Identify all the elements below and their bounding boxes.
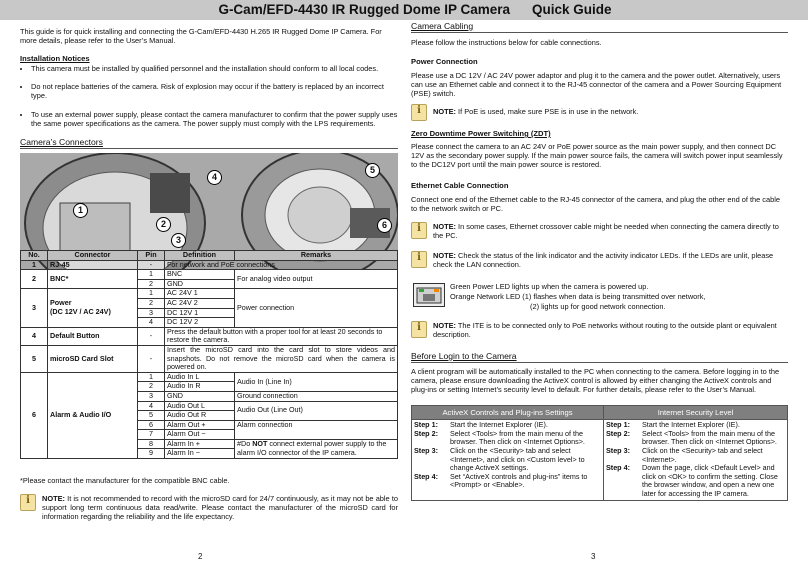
- table-row: [21, 289, 398, 299]
- row-pin: 4: [138, 318, 165, 328]
- note-body: The ITE is to be connected only to PoE networks without routing to the outside plant or equivalent description.: [433, 321, 777, 340]
- step-text: Start the Internet Explorer (IE).: [450, 420, 548, 430]
- step-text: Select <Tools> from the main menu of the browser. Then click on <Internet Options>.: [642, 428, 777, 447]
- note-body: If PoE is used, make sure PSE is in use in the network.: [456, 107, 639, 116]
- table-row: [412, 420, 788, 500]
- row-pin: 7: [138, 430, 165, 440]
- note-body: It is not recommended to record with the microSD card for 24/7 continuously, as it may not be able to support long term continuous data read/write. Please contact the manufacturer of the microSD card for information regarding the reliability and the life expectancy.: [42, 494, 398, 522]
- power-text: Please use a DC 12V / AC 24V power adaptor and plug it to the camera and the power outlet. Alternatively, users can use an Ethernet cable and connect it to the RJ-45 connector of the camera and a Power Sourcing Equipment (PSE) switch.: [411, 71, 782, 99]
- row-pin: -: [138, 345, 165, 372]
- row-remark: Ground connection: [235, 391, 398, 401]
- cabling-intro: Please follow the instructions below for cable connections.: [411, 38, 602, 47]
- bnc-footnote: *Please contact the manufacturer for the compatible BNC cable.: [20, 476, 230, 485]
- security-steps: [604, 420, 788, 500]
- note-body: Check the status of the link indicator and the activity indicator LEDs. If the LEDs are unlit, please check the LAN connection.: [433, 251, 774, 270]
- zdt-heading: Zero Downtime Power Switching (ZDT): [411, 129, 551, 138]
- col-pin: Pin: [138, 251, 165, 261]
- page-number-left: 2: [198, 552, 203, 561]
- note-label: NOTE:: [433, 222, 456, 231]
- remark-rest: connect external power supply to the alarm I/O connector of the IP camera.: [237, 439, 387, 457]
- zdt-text: Please connect the camera to an AC 24V or PoE power source as the main power supply, and then connect DC 12V as the secondary power supply. If the main power source fails, the camera will switch power input seamlessly to the DC12V port until the main power source is restored.: [411, 142, 783, 170]
- header-bar: [0, 0, 808, 20]
- table-row: [21, 345, 398, 372]
- table-header-row: [21, 251, 398, 261]
- row-pin: 2: [138, 279, 165, 289]
- row-definition: GND: [165, 391, 235, 401]
- callout-1: 1: [73, 203, 88, 218]
- row-remark: Audio In (Line In): [235, 372, 398, 391]
- row-connector: BNC*: [48, 270, 138, 289]
- step-label: Step 4:: [414, 471, 438, 481]
- microsd-note: [20, 494, 398, 522]
- row-connector: RJ-45: [48, 260, 138, 270]
- table-row: [21, 372, 398, 382]
- step-text: Set “ActiveX controls and plug-ins” items to <Prompt> or <Enable>.: [450, 471, 588, 490]
- row-definition: DC 12V 2: [165, 318, 235, 328]
- row-pin: -: [138, 327, 165, 345]
- crossover-note: [411, 222, 788, 240]
- intro-text: This guide is for quick installing and connecting the G-Cam/EFD-4430 H.265 IR Rugged Dome IP Camera. For more details, please refer to the User’s Manual.: [20, 27, 382, 46]
- row-definition: Insert the microSD card into the card slot to store videos and snapshots. Do not remove the microSD card when the camera is powered on.: [165, 345, 398, 372]
- step-text: Click on the <Security> tab and select <Internet>.: [642, 445, 763, 464]
- callout-2: 2: [156, 217, 171, 232]
- step-label: Step 3:: [414, 445, 438, 455]
- row-definition: AC 24V 1: [165, 289, 235, 299]
- connectors-table: [20, 250, 398, 459]
- page-number-right: 3: [591, 552, 596, 561]
- note-label: NOTE:: [433, 321, 456, 330]
- callout-3: 3: [171, 233, 186, 248]
- step-label: Step 1:: [414, 420, 438, 430]
- row-pin: 8: [138, 439, 165, 449]
- rj45-led-diagram: [413, 283, 445, 307]
- note-info-icon: [411, 104, 427, 121]
- row-definition: Alarm Out −: [165, 430, 235, 440]
- callout-5: 5: [365, 163, 380, 178]
- step-item: [414, 430, 601, 447]
- row-pin: 1: [138, 289, 165, 299]
- row-definition: Audio In R: [165, 382, 235, 392]
- notice-item: • This camera must be installed by qualified personnel and the installation should conform to all local codes.: [31, 64, 398, 73]
- row-connector: microSD Card Slot: [48, 345, 138, 372]
- connectors-heading: Camera’s Connectors: [20, 138, 398, 149]
- step-item: [606, 464, 785, 498]
- remark-not: NOT: [252, 439, 268, 449]
- step-label: Step 1:: [606, 420, 630, 430]
- col-no: No.: [21, 251, 48, 261]
- row-definition: Audio In L: [165, 372, 235, 382]
- row-no: 1: [21, 260, 48, 270]
- note-info-icon: [411, 222, 427, 239]
- led-orange-text-2: (2) lights up for good network connection.: [530, 302, 666, 311]
- installation-heading: Installation Notices: [20, 54, 90, 63]
- ite-note: [411, 321, 788, 339]
- note-label: NOTE:: [433, 251, 456, 260]
- col-definition: Definition: [165, 251, 235, 261]
- step-text: Select <Tools> from the main menu of the browser. Then click on <Internet Options>.: [450, 428, 585, 447]
- step-text: Click on the <Security> tab and select <Internet>, and click on <Custom level> to change ActiveX settings.: [450, 445, 585, 473]
- step-item: [414, 447, 601, 473]
- cabling-heading: Camera Cabling: [411, 22, 788, 33]
- row-definition: GND: [165, 279, 235, 289]
- row-pin: 4: [138, 401, 165, 411]
- row-no: 2: [21, 270, 48, 289]
- note-body: In some cases, Ethernet crossover cable might be needed when connecting the camera directly to the PC.: [433, 222, 779, 241]
- led-orange-text: Orange Network LED (1) flashes when data is being transmitted over network,: [450, 292, 706, 301]
- rj45-port-icon: [414, 284, 444, 306]
- login-text: A client program will be automatically installed to the PC when connecting to the camera. Before logging in to the camera, please ensure downloading the ActiveX control is allowed by either changing the ActiveX controls and plug-ins or setting Internet’s security level to default. For further details, please refer to the User’s Manual.: [411, 367, 780, 395]
- note-text: [433, 321, 788, 339]
- col-connector: Connector: [48, 251, 138, 261]
- step-item: [606, 430, 785, 447]
- col-security: Internet Security Level: [604, 406, 788, 420]
- step-text: Down the page, click <Default Level> and click on <OK> to confirm the setting. Close the browser window, and open a new one later for accessing the IP camera.: [642, 463, 778, 498]
- note-text: [433, 222, 788, 240]
- led-note: [411, 251, 788, 269]
- ethernet-heading: Ethernet Cable Connection: [411, 181, 509, 190]
- table-header-row: [412, 406, 788, 420]
- login-heading: Before Login to the Camera: [411, 352, 788, 363]
- row-pin: 3: [138, 308, 165, 318]
- row-remark: Power connection: [235, 289, 398, 327]
- note-text: [433, 104, 638, 116]
- row-no: 4: [21, 327, 48, 345]
- row-definition: Audio Out L: [165, 401, 235, 411]
- step-label: Step 3:: [606, 445, 630, 455]
- row-pin: 1: [138, 270, 165, 280]
- power-label: Power: [50, 298, 72, 308]
- note-label: NOTE:: [433, 107, 456, 116]
- table-row: [21, 327, 398, 345]
- remark-prefix: #Do: [237, 439, 253, 449]
- callout-6: 6: [377, 218, 392, 233]
- row-definition: AC 24V 2: [165, 298, 235, 308]
- guide-subtitle: Quick Guide: [532, 2, 612, 17]
- installation-notices: [20, 64, 398, 133]
- step-label: Step 2:: [606, 428, 630, 438]
- ie-settings-table: [411, 405, 788, 501]
- row-pin: 1: [138, 372, 165, 382]
- step-item: [414, 473, 601, 490]
- note-text: [433, 251, 788, 269]
- row-pin: 5: [138, 411, 165, 421]
- row-definition: Audio Out R: [165, 411, 235, 421]
- callout-4: 4: [207, 170, 222, 185]
- row-remark: For analog video output: [235, 270, 398, 289]
- poe-note: [411, 104, 788, 121]
- row-definition: Alarm Out +: [165, 420, 235, 430]
- step-label: Step 2:: [414, 428, 438, 438]
- table-row: [21, 270, 398, 280]
- row-definition: Alarm In −: [165, 449, 235, 459]
- row-connector: Alarm & Audio I/O: [48, 372, 138, 458]
- row-definition: Press the default button with a proper tool for at least 20 seconds to restore the camera.: [165, 327, 398, 345]
- ethernet-text: Connect one end of the Ethernet cable to the RJ-45 connector of the camera, and plug the other end of the cable to the network switch or PC.: [411, 195, 780, 214]
- row-definition: For network and PoE connections: [165, 260, 398, 270]
- row-remark: Audio Out (Line Out): [235, 401, 398, 420]
- step-text: Start the Internet Explorer (IE).: [642, 420, 740, 430]
- note-text: [42, 494, 398, 522]
- row-connector: [48, 289, 138, 327]
- row-definition: BNC: [165, 270, 235, 280]
- step-item: [606, 447, 785, 464]
- note-info-icon: [411, 321, 427, 338]
- note-info-icon: [20, 494, 36, 511]
- activex-steps: [412, 420, 604, 500]
- note-label: NOTE:: [42, 494, 65, 503]
- notice-item: • To use an external power supply, please contact the camera manufacturer to confirm that the power supply uses the same power specifications as the camera. The power supply must comply with the LPS requirements.: [31, 110, 398, 128]
- row-definition: Alarm In +: [165, 439, 235, 449]
- power-spec: (DC 12V / AC 24V): [50, 307, 111, 317]
- row-no: 3: [21, 289, 48, 327]
- row-remark: [235, 439, 398, 458]
- row-pin: 2: [138, 298, 165, 308]
- led-green-text: Green Power LED lights up when the camera is powered up.: [450, 282, 649, 291]
- table-row: [21, 260, 398, 270]
- row-pin: 2: [138, 382, 165, 392]
- row-no: 6: [21, 372, 48, 458]
- row-pin: 6: [138, 420, 165, 430]
- power-heading: Power Connection: [411, 57, 478, 66]
- row-pin: -: [138, 260, 165, 270]
- row-pin: 3: [138, 391, 165, 401]
- row-no: 5: [21, 345, 48, 372]
- row-connector: Default Button: [48, 327, 138, 345]
- notice-item: • Do not replace batteries of the camera. Risk of explosion may occur if the battery is replaced by an incorrect type.: [31, 82, 398, 100]
- note-info-icon: [411, 251, 427, 268]
- row-definition: DC 12V 1: [165, 308, 235, 318]
- row-remark: Alarm connection: [235, 420, 398, 439]
- step-label: Step 4:: [606, 463, 630, 473]
- guide-title: G-Cam/EFD-4430 IR Rugged Dome IP Camera: [218, 2, 511, 17]
- col-activex: ActiveX Controls and Plug-ins Settings: [412, 406, 604, 420]
- col-remarks: Remarks: [235, 251, 398, 261]
- row-pin: 9: [138, 449, 165, 459]
